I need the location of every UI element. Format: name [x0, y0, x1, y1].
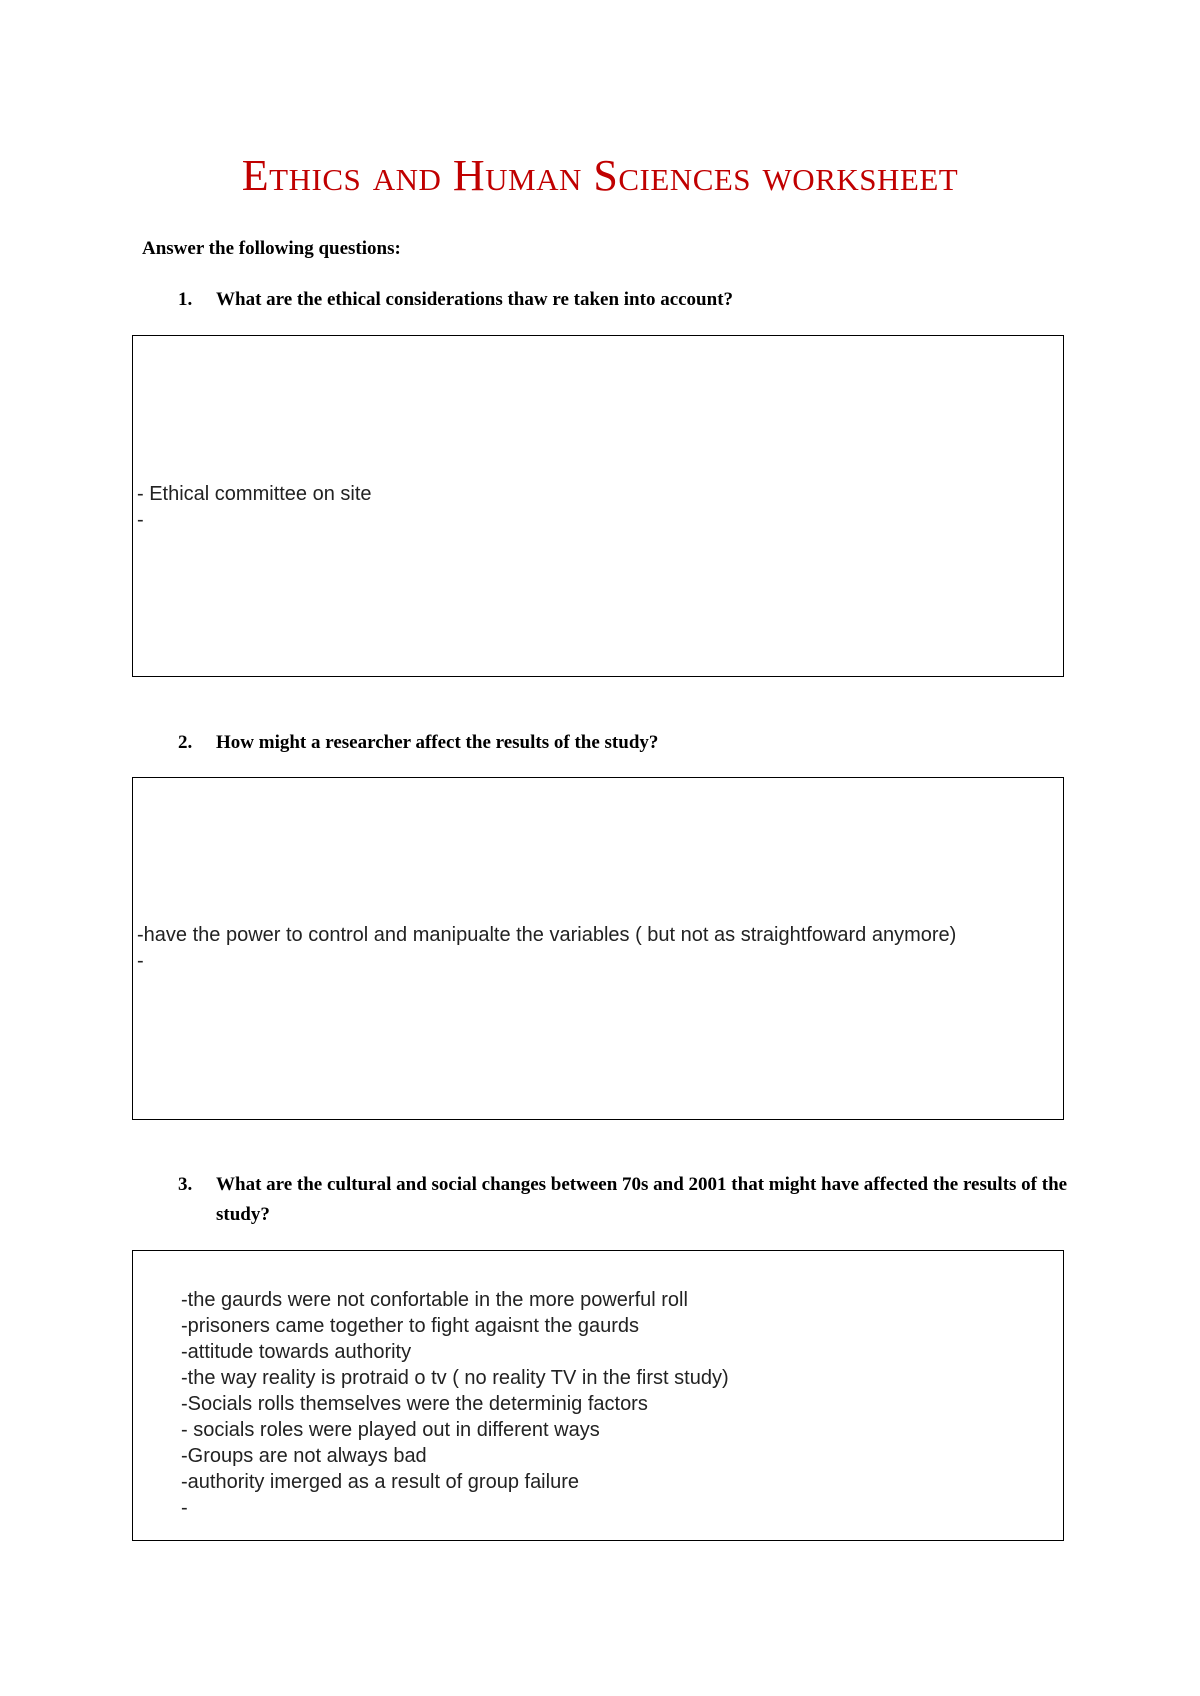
- answer-line: -Groups are not always bad: [181, 1445, 427, 1467]
- answer-line: -the way reality is protraid o tv ( no reality TV in the first study): [181, 1367, 729, 1389]
- question-3-text: What are the cultural and social changes between 70s and 2001 that might have affected the results of the study?: [216, 1174, 1068, 1225]
- answer-line: -attitude towards authority: [181, 1341, 412, 1363]
- answer-2-lines: [137, 922, 956, 974]
- instructions-text: Answer the following questions:: [142, 238, 401, 259]
- answer-line: -: [137, 509, 144, 531]
- answer-line: -: [181, 1497, 188, 1519]
- question-3: [178, 1170, 1078, 1230]
- question-2-number: 2.: [178, 732, 193, 753]
- question-2: [178, 728, 1078, 758]
- answer-line: - socials roles were played out in different ways: [181, 1419, 600, 1441]
- question-1-number: 1.: [178, 289, 193, 310]
- answer-3-lines: [181, 1287, 729, 1521]
- answer-line: -authority imerged as a result of group failure: [181, 1471, 579, 1493]
- question-3-number: 3.: [178, 1174, 193, 1195]
- answer-1-lines: [137, 481, 372, 533]
- answer-line: -the gaurds were not confortable in the more powerful roll: [181, 1289, 688, 1311]
- answer-box-2[interactable]: [132, 777, 1064, 1120]
- question-1-text: What are the ethical considerations thaw re taken into account?: [216, 289, 734, 310]
- worksheet-title: Ethics and Human Sciences worksheet: [241, 151, 959, 200]
- question-2-text: How might a researcher affect the results of the study?: [216, 732, 659, 753]
- answer-box-1[interactable]: [132, 335, 1064, 677]
- answer-line: -have the power to control and manipualte the variables ( but not as straightfoward anymore): [137, 924, 957, 946]
- answer-line: -Socials rolls themselves were the determinig factors: [181, 1393, 648, 1415]
- answer-box-3[interactable]: [132, 1250, 1064, 1541]
- answer-line: -prisoners came together to fight agaisnt the gaurds: [181, 1315, 640, 1337]
- answer-line: -: [137, 950, 144, 972]
- question-1: [178, 285, 1078, 315]
- answer-line: - Ethical committee on site: [137, 483, 372, 505]
